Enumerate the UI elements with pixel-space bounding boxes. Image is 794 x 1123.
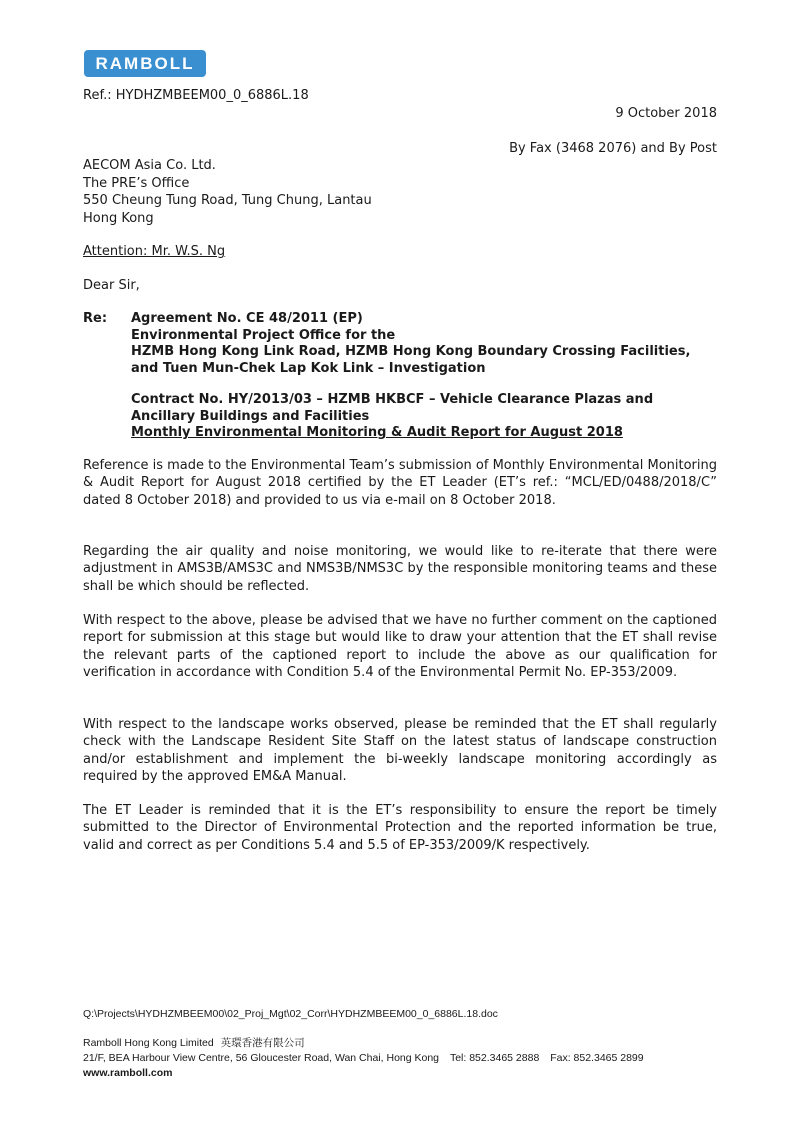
letter-date: 9 October 2018 (615, 106, 717, 121)
footer-website[interactable]: www.ramboll.com (83, 1067, 173, 1079)
re-line: Agreement No. CE 48/2011 (EP) (131, 311, 363, 326)
re-line: Environmental Project Office for the (131, 327, 396, 343)
ramboll-logo (84, 50, 206, 77)
body-paragraph: With respect to the above, please be advised that we have no further comment on the captioned report for submission at this stage but would like to draw your attention that the ET shall revise the relevant parts of the captioned report to include the above as our qualification for verification in accordance with Condition 5.4 of the Environmental Permit No. EP-353/2009. (83, 613, 717, 680)
re-subject (131, 311, 717, 377)
footer-company-chinese: 英環香港有限公司 (220, 1037, 305, 1049)
re-line: HZMB Hong Kong Link Road, HZMB Hong Kong Boundary Crossing Facilities, (131, 344, 691, 359)
footer-fax: Fax: 852.3465 2899 (550, 1052, 644, 1064)
delivery-method: By Fax (3468 2076) and By Post (509, 141, 717, 156)
salutation: Dear Sir, (83, 278, 140, 293)
footer-company-name: Ramboll Hong Kong Limited (83, 1037, 214, 1049)
re-line: and Tuen Mun-Chek Lap Kok Link – Investigation (131, 360, 486, 376)
logo-text: RAMBOLL (95, 53, 195, 73)
recipient-city: Hong Kong (83, 210, 154, 226)
reference-number: Ref.: HYDHZMBEEM00_0_6886L.18 (83, 88, 309, 103)
footer-address: 21/F, BEA Harbour View Centre, 56 Gloucester Road, Wan Chai, Hong Kong (83, 1052, 440, 1064)
body-paragraph: The ET Leader is reminded that it is the ET’s responsibility to ensure the report be timely submitted to the Director of Environmental Protection and the reported information be true, valid and correct as per Conditions 5.4 and 5.5 of EP-353/2009/K respectively. (83, 803, 717, 853)
footer-tel: Tel: 852.3465 2888 (449, 1052, 540, 1064)
body-paragraph: Reference is made to the Environmental Team’s submission of Monthly Environmental Monitoring & Audit Report for August 2018 certified by the ET Leader (ET’s ref.: “MCL/ED/0488/2018/C” dated 8 October 2018) and provided to us via e-mail on 8 October 2018. (83, 458, 717, 508)
body-paragraph: With respect to the landscape works observed, please be reminded that the ET shall regularly check with the Landscape Resident Site Staff on the latest status of landscape construction and/or establishment and implement the bi-weekly landscape monitoring accordingly as required by the approved EM&A Manual. (83, 717, 717, 784)
company-footer (83, 1036, 644, 1081)
attention-line: Attention: Mr. W.S. Ng (83, 244, 226, 259)
recipient-address (83, 157, 372, 227)
contract-line: Ancillary Buildings and Facilities (131, 408, 370, 424)
contract-line: Contract No. HY/2013/03 – HZMB HKBCF – Vehicle Clearance Plazas and (131, 392, 654, 407)
body-paragraph: Regarding the air quality and noise monitoring, we would like to re-iterate that there were adjustment in AMS3B/AMS3C and NMS3B/NMS3C by the responsible monitoring teams and these shall be which should be reflected. (83, 544, 717, 594)
recipient-office: The PRE’s Office (83, 175, 190, 191)
recipient-street: 550 Cheung Tung Road, Tung Chung, Lantau (83, 193, 372, 208)
re-contract (131, 392, 717, 442)
recipient-company: AECOM Asia Co. Ltd. (83, 158, 216, 173)
report-title: Monthly Environmental Monitoring & Audit Report for August 2018 (131, 425, 623, 440)
file-path: Q:\Projects\HYDHZMBEEM00\02_Proj_Mgt\02_Corr\HYDHZMBEEM00_0_6886L.18.doc (83, 1008, 498, 1020)
re-label: Re: (83, 311, 108, 326)
